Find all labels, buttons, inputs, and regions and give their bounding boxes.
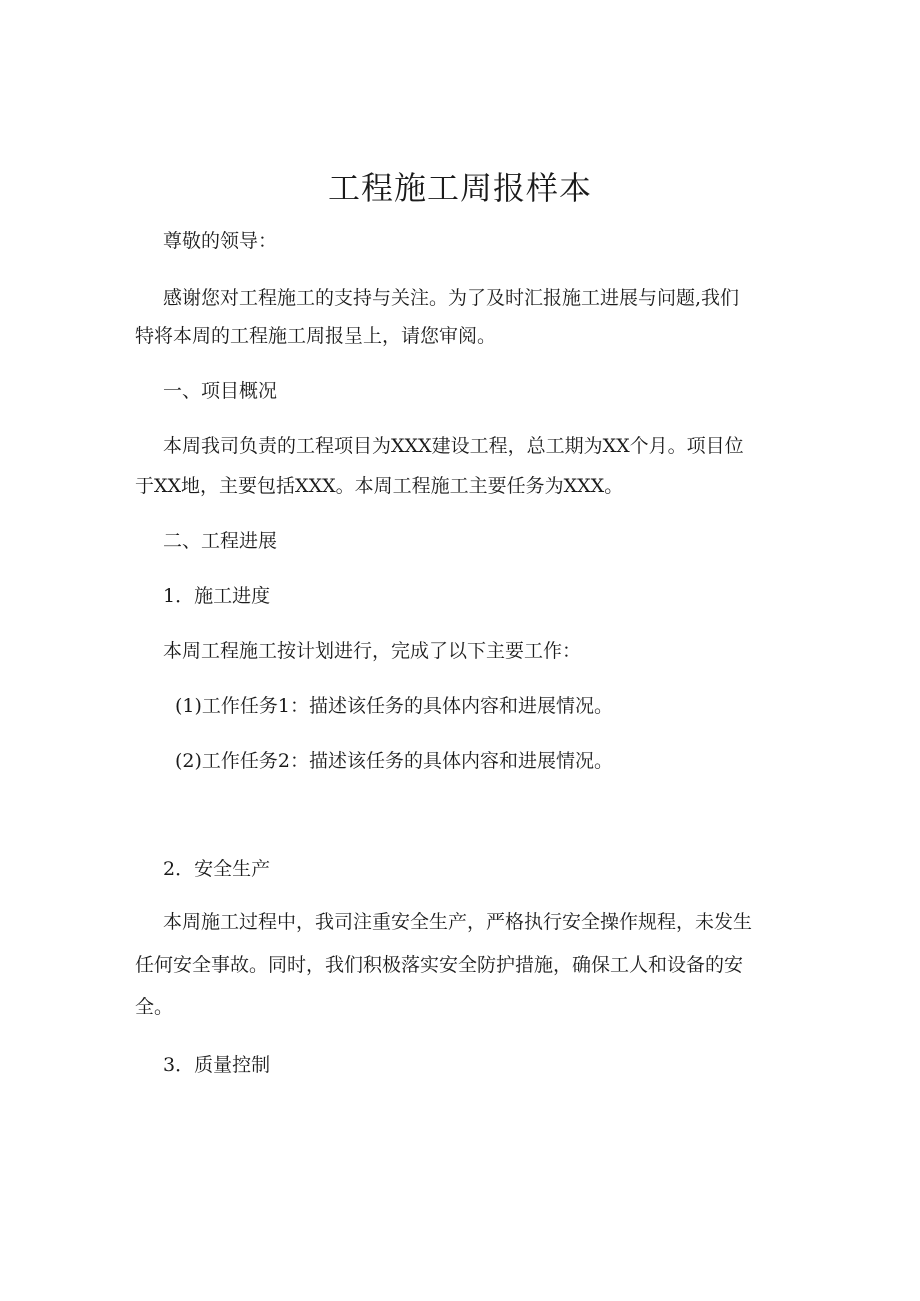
safety-line-2: 任何安全事故。同时，我们积极落实安全防护措施，确保工人和设备的安 (135, 954, 744, 976)
section-2-heading: 二、工程进展 (163, 530, 278, 552)
greeting: 尊敬的领导： (163, 230, 278, 252)
quality-heading: 3．质量控制 (163, 1054, 271, 1076)
safety-line-1: 本周施工过程中，我司注重安全生产，严格执行安全操作规程，未发生 (163, 911, 753, 933)
list-item-task-1: (1)工作任务1：描述该任务的具体内容和进展情况。 (175, 695, 614, 717)
section-1-heading: 一、项目概况 (163, 380, 278, 402)
progress-heading: 1．施工进度 (163, 585, 271, 607)
intro-line-1: 感谢您对工程施工的支持与关注。为了及时汇报施工进展与问题,我们 (163, 287, 740, 309)
document-title: 工程施工周报样本 (327, 169, 592, 207)
section-1-line-2: 于XX地，主要包括XXX。本周工程施工主要任务为XXX。 (135, 475, 624, 497)
list-item-task-2: (2)工作任务2：描述该任务的具体内容和进展情况。 (175, 750, 614, 772)
intro-line-2: 特将本周的工程施工周报呈上，请您审阅。 (135, 325, 497, 347)
safety-line-3: 全。 (135, 996, 174, 1018)
safety-heading: 2．安全生产 (163, 858, 271, 880)
section-1-line-1: 本周我司负责的工程项目为XXX建设工程，总工期为XX个月。项目位 (163, 435, 744, 457)
progress-text: 本周工程施工按计划进行，完成了以下主要工作： (163, 640, 582, 662)
